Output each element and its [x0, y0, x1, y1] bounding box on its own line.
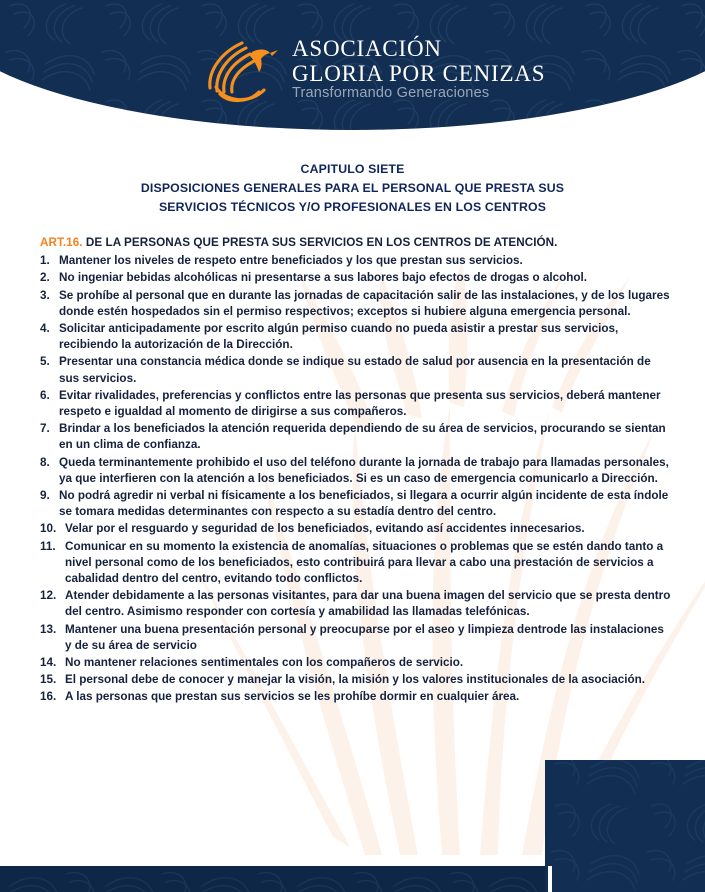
rule-number: 2. [40, 271, 50, 285]
rule-number: 15. [40, 673, 57, 687]
rule-number: 12. [40, 589, 57, 603]
rule-text: Velar por el resguardo y seguridad de los beneficiados, evitando así accidentes innecesarios. [65, 522, 585, 536]
rule-number: 3. [40, 288, 50, 302]
logo-line-asociacion: ASOCIACIÓN [292, 36, 442, 62]
logo-tagline: Transformando Generaciones [292, 85, 490, 102]
rule-text: Evitar rivalidades, preferencias y conflictos entre las personas que presenta sus servicios, deberá mantener respeto e igualdad al momento de dirigirse a sus compañeros. [59, 388, 661, 419]
document-body [0, 131, 705, 706]
rule-text: A las personas que prestan sus servicios se les prohíbe dormir en cualquier área. [65, 690, 520, 704]
rule-item [40, 622, 672, 654]
article-section [40, 235, 672, 706]
logo-line-gloria-por-cenizas: GLORIA POR CENIZAS [292, 61, 546, 87]
rule-text: Mantener los niveles de respeto entre beneficiados y los que prestan sus servicios. [59, 254, 523, 268]
rule-item [40, 655, 672, 671]
rule-item [40, 689, 672, 705]
phoenix-bird-icon [196, 30, 282, 108]
rule-item [40, 521, 672, 537]
rule-item [40, 672, 672, 688]
rule-text: Solicitar anticipadamente por escrito algún permiso cuando no pueda asistir a prestar sus servicios, recibiendo la autorización de la Dirección. [59, 322, 619, 352]
rule-item [40, 288, 672, 320]
rule-number: 6. [40, 388, 50, 402]
article-intro-text: DE LA PERSONAS QUE PRESTA SUS SERVICIOS EN LOS CENTROS DE ATENCIÓN. [82, 236, 558, 249]
article-label: ART.16. [40, 236, 83, 249]
rule-item [40, 270, 672, 286]
rule-number: 9. [40, 489, 50, 503]
rule-text: No mantener relaciones sentimentales con los compañeros de servicio. [65, 656, 464, 670]
rule-number: 11. [40, 539, 56, 553]
title-line-3: SERVICIOS TÉCNICOS Y/O PROFESIONALES EN LOS CENTROS [158, 200, 547, 214]
rule-text: No podrá agredir ni verbal ni físicamente a los beneficiados, si llegara a ocurrir algún incidente de esta índole se tomara medidas determinantes con respecto a su estadía dentro del centro. [59, 489, 669, 519]
logo-text-block [292, 37, 545, 101]
article-intro [40, 235, 672, 251]
rule-number: 5. [40, 355, 50, 369]
rule-item [40, 455, 672, 487]
rule-item [40, 388, 672, 420]
rules-list [40, 253, 672, 705]
rule-number: 14. [40, 656, 57, 670]
rule-number: 8. [40, 455, 50, 469]
rule-text: Mantener una buena presentación personal y preocuparse por el aseo y limpieza dentrode las instalaciones y de su área de servicio [65, 622, 664, 652]
page-title [0, 160, 705, 217]
rule-number: 16. [40, 690, 57, 704]
footer-navy-curve [545, 760, 705, 892]
rule-number: 4. [40, 322, 50, 336]
rule-number: 13. [40, 622, 57, 636]
rule-text: Queda terminantemente prohibido el uso del teléfono durante la jornada de trabajo para llamadas personales, ya que interfieren con la atención a los beneficiados. Si es un caso de emergencia comunicarlo a Dirección. [59, 455, 669, 485]
rule-item [40, 253, 672, 269]
footer-divider [548, 866, 552, 892]
rule-text: Se prohíbe al personal que en durante las jornadas de capacitación salir de las instalaciones, y de los lugares donde estén hospedados sin el permiso respectivos; exceptos si hubiere alguna emergencia personal. [59, 288, 670, 318]
title-chapter: CAPITULO SIETE [300, 162, 405, 176]
rule-item [40, 588, 672, 620]
rule-number: 1. [40, 254, 50, 268]
rule-number: 10. [40, 522, 57, 536]
rule-text: El personal debe de conocer y manejar la visión, la misión y los valores institucionales de la asociación. [65, 673, 646, 687]
rule-item [40, 539, 672, 588]
swirl-pattern [545, 760, 705, 892]
rule-item [40, 354, 672, 386]
rule-text: No ingeniar bebidas alcohólicas ni presentarse a sus labores bajo efectos de drogas o alcohol. [59, 271, 588, 285]
footer-corner-decoration [545, 760, 705, 892]
organization-logo [196, 30, 546, 108]
rule-item [40, 421, 672, 453]
rule-text: Brindar a los beneficiados la atención requerida dependiendo de su área de servicios, procurando se sientan en un clima de confianza. [59, 422, 666, 452]
rule-text: Atender debidamente a las personas visitantes, para dar una buena imagen del servicio que se presta dentro del centro. Asimismo responder con cortesía y amabilidad las llamadas telefónicas. [65, 589, 671, 619]
rule-item [40, 488, 672, 520]
rule-number: 7. [40, 422, 50, 436]
rule-text: Comunicar en su momento la existencia de anomalías, situaciones o problemas que se estén dando tanto a nivel personal como de los beneficiados, esto contribuirá para llevar a cabo una prestación de servicios a cabalidad dentro del centro, evitando todo conflictos. [65, 539, 664, 586]
rule-text: Presentar una constancia médica donde se indique su estado de salud por ausencia en la presentación de sus servicios. [59, 355, 651, 385]
title-line-2: DISPOSICIONES GENERALES PARA EL PERSONAL QUE PRESTA SUS [140, 181, 565, 195]
rule-item [40, 321, 672, 353]
